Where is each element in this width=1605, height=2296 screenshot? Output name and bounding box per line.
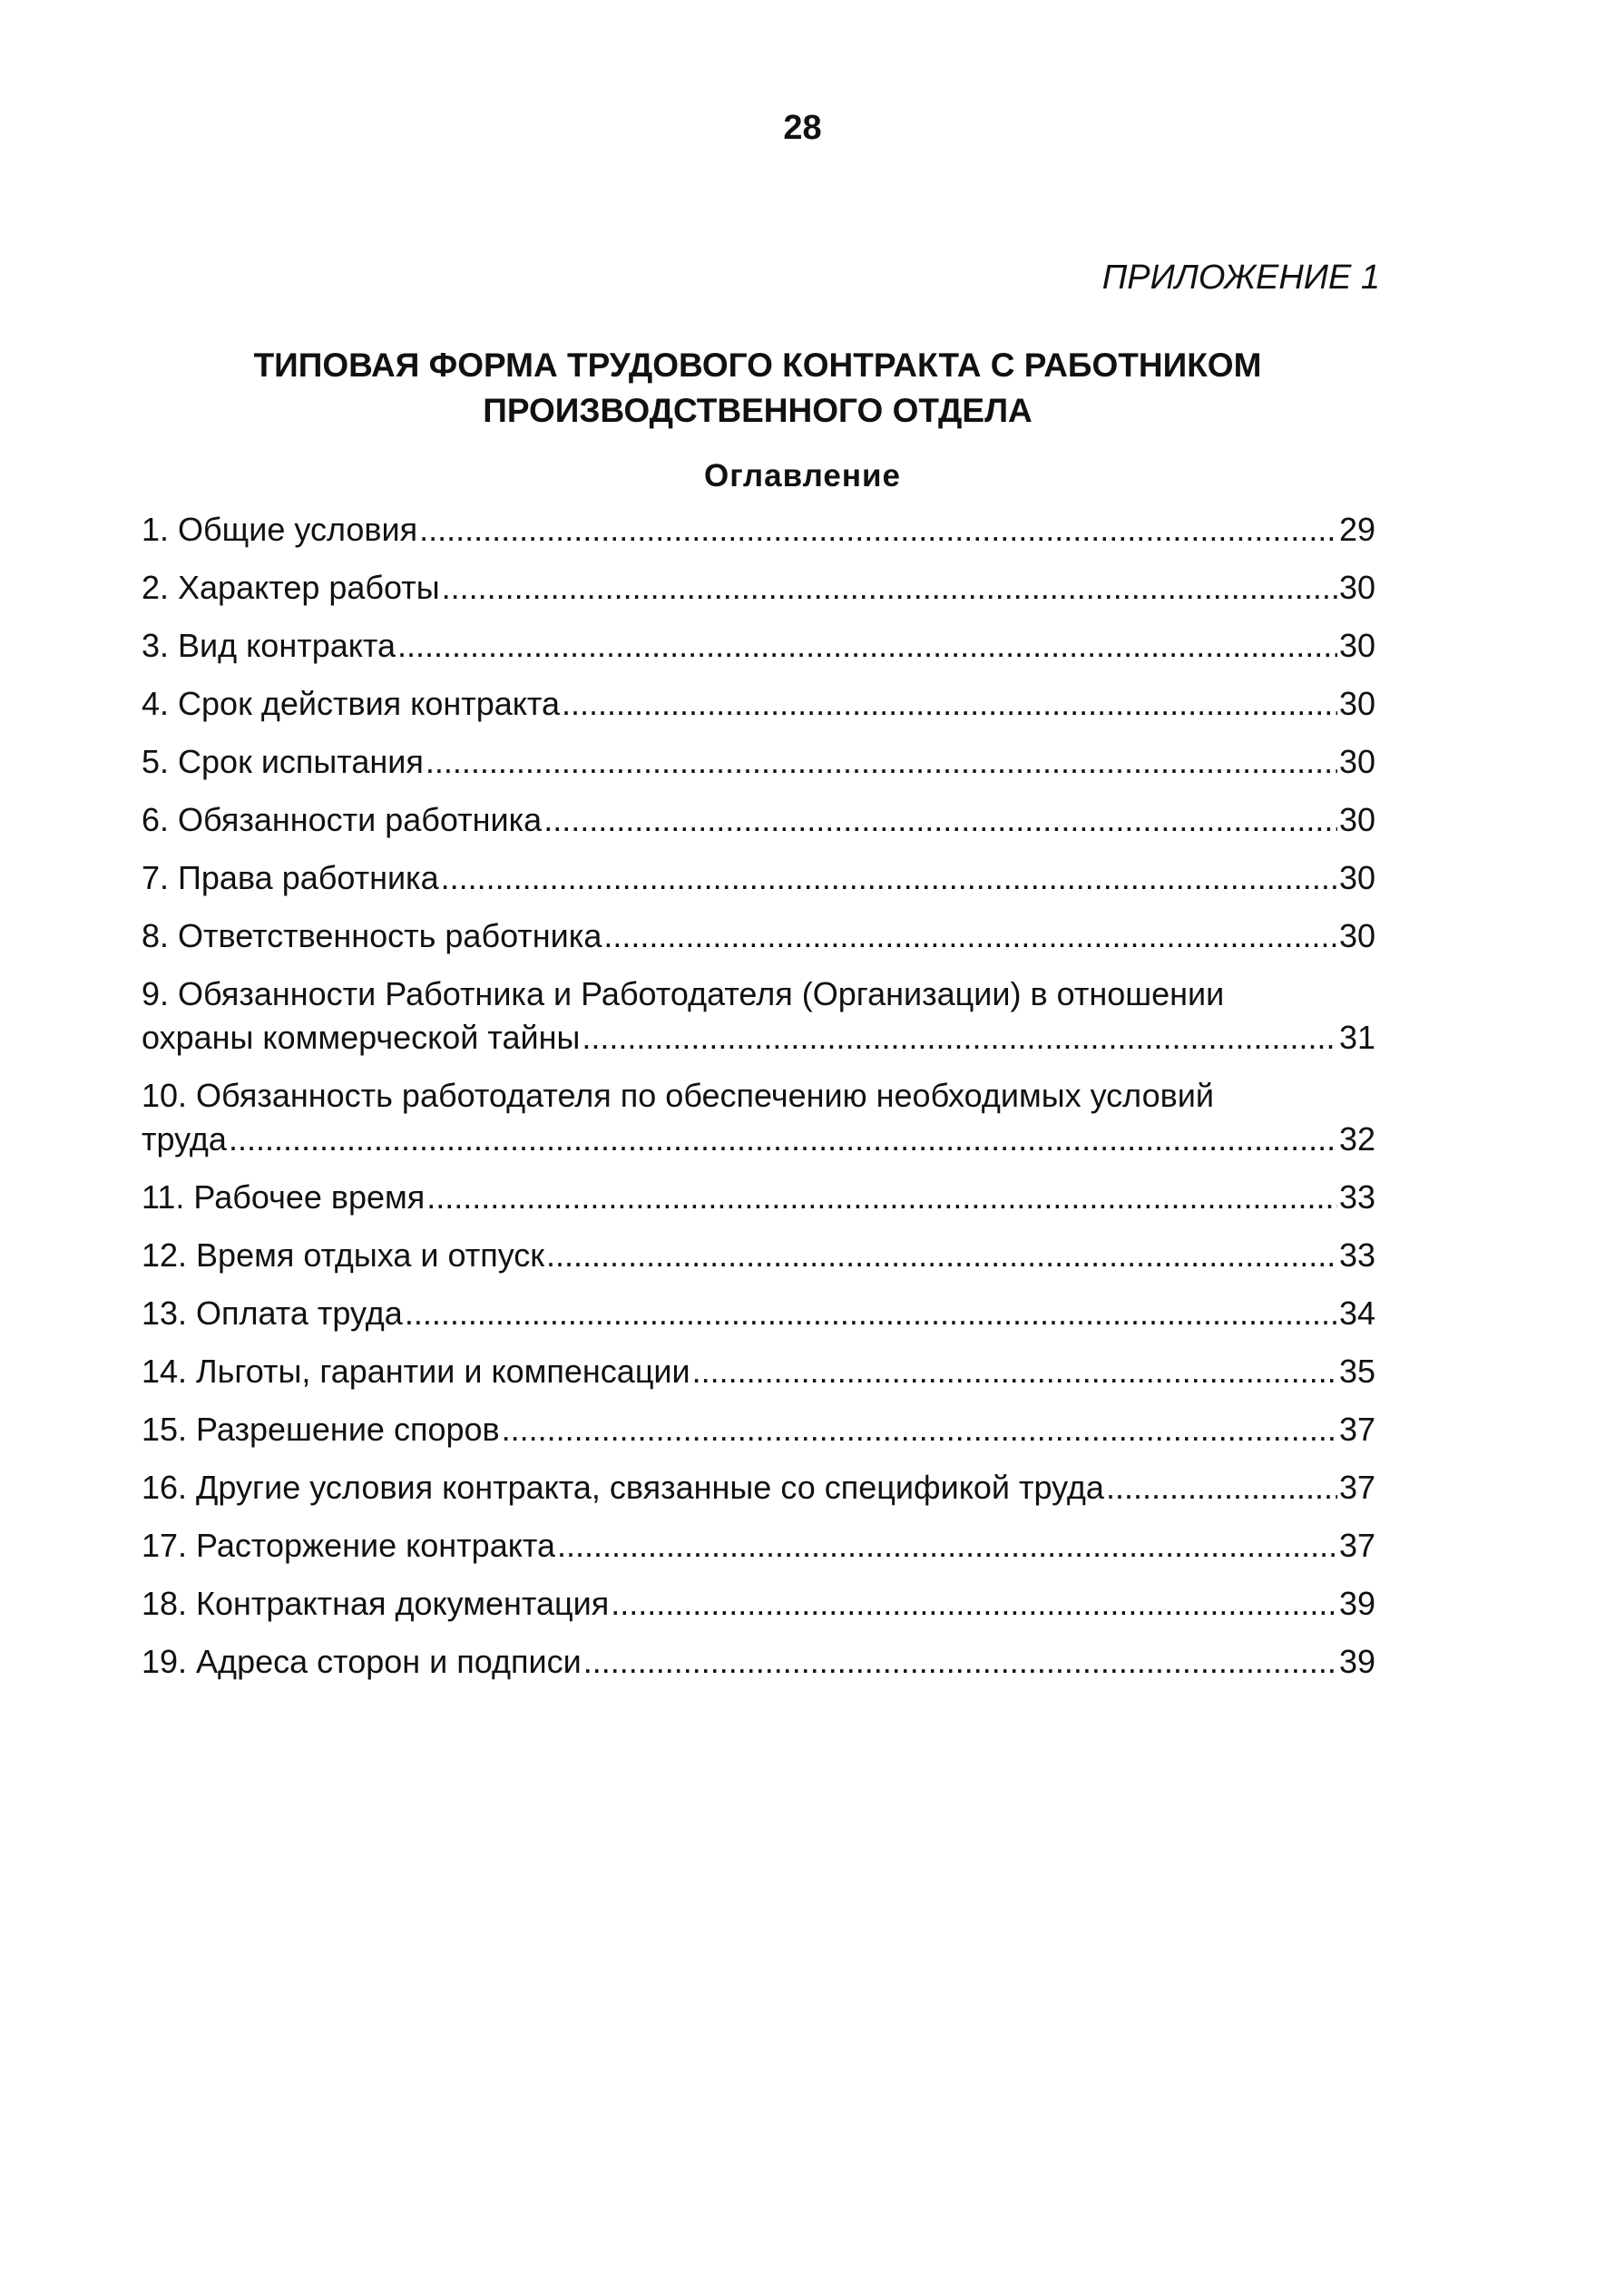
toc-entry-label-first-line: 9. Обязанности Работника и Работодателя (Организации) в отношении: [142, 975, 1225, 1012]
toc-entry-page: 30: [1338, 743, 1375, 780]
toc-entry-label: 19. Адреса сторон и подписи: [142, 1643, 582, 1680]
toc-entry-label: 3. Вид контракта: [142, 627, 396, 664]
toc-entry-page: 32: [1338, 1120, 1375, 1158]
dot-leader: [583, 1640, 1337, 1684]
dot-leader: [562, 682, 1337, 726]
toc-entry-11: [142, 1176, 1375, 1219]
dot-leader: [426, 740, 1337, 784]
toc-entry-page: 30: [1338, 917, 1375, 954]
toc-entry-label: 2. Характер работы: [142, 569, 440, 606]
dot-leader: [441, 856, 1337, 900]
dot-leader: [442, 566, 1337, 610]
dot-leader: [405, 1292, 1337, 1335]
toc-entry-6: [142, 798, 1375, 842]
toc-entry-19: [142, 1640, 1375, 1684]
toc-entry-label-first-line: 10. Обязанность работодателя по обеспечению необходимых условий: [142, 1077, 1214, 1114]
toc-entry-18: [142, 1582, 1375, 1626]
toc-entry-label: 14. Льготы, гарантии и компенсации: [142, 1353, 690, 1390]
toc-entry-label: 16. Другие условия контракта, связанные со спецификой труда: [142, 1469, 1104, 1506]
toc-entry-page: 35: [1338, 1353, 1375, 1390]
appendix-label: ПРИЛОЖЕНИЕ 1: [1101, 259, 1380, 297]
toc-entry-label: 6. Обязанности работника: [142, 801, 543, 838]
dot-leader: [543, 798, 1337, 842]
toc-entry-3: [142, 624, 1375, 668]
toc-entry-label: труда: [142, 1120, 227, 1158]
toc-entry-page: 39: [1338, 1643, 1375, 1680]
dot-leader: [502, 1408, 1337, 1451]
toc-entry-8: [142, 914, 1375, 958]
toc-entry-page: 37: [1338, 1527, 1375, 1564]
dot-leader: [546, 1234, 1337, 1277]
dot-leader: [419, 508, 1337, 552]
dot-leader: [603, 914, 1337, 958]
dot-leader: [229, 1118, 1337, 1161]
toc-entry-label: 12. Время отдыха и отпуск: [142, 1236, 545, 1274]
toc-entry-page: 29: [1338, 511, 1375, 548]
toc-entry-14: [142, 1350, 1375, 1393]
toc-entry-label: 11. Рабочее время: [142, 1178, 426, 1216]
dot-leader: [397, 624, 1337, 668]
dot-leader: [1106, 1466, 1337, 1509]
toc-entry-label: 4. Срок действия контракта: [142, 685, 561, 722]
toc-entry-16: [142, 1466, 1375, 1509]
dot-leader: [611, 1582, 1337, 1626]
toc-entry-page: 39: [1338, 1585, 1375, 1622]
dot-leader: [557, 1524, 1337, 1568]
document-title: [145, 343, 1370, 434]
toc-entry-label: 17. Расторжение контракта: [142, 1527, 555, 1564]
toc-entry-7: [142, 856, 1375, 900]
toc-entry-label: 8. Ответственность работника: [142, 917, 602, 954]
toc-entry-5: [142, 740, 1375, 784]
toc-entry-page: 37: [1338, 1411, 1375, 1448]
toc-entry-17: [142, 1524, 1375, 1568]
toc-entry-2: [142, 566, 1375, 610]
title-line-1: ТИПОВАЯ ФОРМА ТРУДОВОГО КОНТРАКТА С РАБОТНИКОМ: [253, 347, 1262, 384]
toc-heading: Оглавление: [703, 458, 902, 493]
toc-entry-label: охраны коммерческой тайны: [142, 1019, 581, 1056]
toc-entry-label: 7. Права работника: [142, 859, 439, 896]
toc-entry-page: 37: [1338, 1469, 1375, 1506]
toc-entry-page: 34: [1338, 1295, 1375, 1332]
toc-entry-page: 33: [1338, 1178, 1375, 1216]
toc-entry-label: 13. Оплата труда: [142, 1295, 403, 1332]
toc-entry-page: 33: [1338, 1236, 1375, 1274]
toc-entry-label: 1. Общие условия: [142, 511, 418, 548]
toc-entry-label: 5. Срок испытания: [142, 743, 424, 780]
page-number: 28: [783, 109, 822, 147]
table-of-contents: [142, 508, 1375, 1698]
dot-leader: [692, 1350, 1337, 1393]
toc-entry-page: 30: [1338, 685, 1375, 722]
toc-entry-13: [142, 1292, 1375, 1335]
toc-entry-page: 31: [1338, 1019, 1375, 1056]
toc-entry-page: 30: [1338, 859, 1375, 896]
toc-entry-15: [142, 1408, 1375, 1451]
toc-entry-page: 30: [1338, 569, 1375, 606]
toc-entry-10: [142, 1074, 1375, 1161]
toc-entry-label: 18. Контрактная документация: [142, 1585, 610, 1622]
toc-entry-page: 30: [1338, 801, 1375, 838]
toc-entry-label: 15. Разрешение споров: [142, 1411, 500, 1448]
toc-entry-1: [142, 508, 1375, 552]
dot-leader: [426, 1176, 1337, 1219]
title-line-2: ПРОИЗВОДСТВЕННОГО ОТДЕЛА: [483, 392, 1032, 429]
toc-entry-page: 30: [1338, 627, 1375, 664]
toc-entry-4: [142, 682, 1375, 726]
toc-entry-9: [142, 972, 1375, 1060]
dot-leader: [582, 1016, 1337, 1060]
toc-entry-12: [142, 1234, 1375, 1277]
